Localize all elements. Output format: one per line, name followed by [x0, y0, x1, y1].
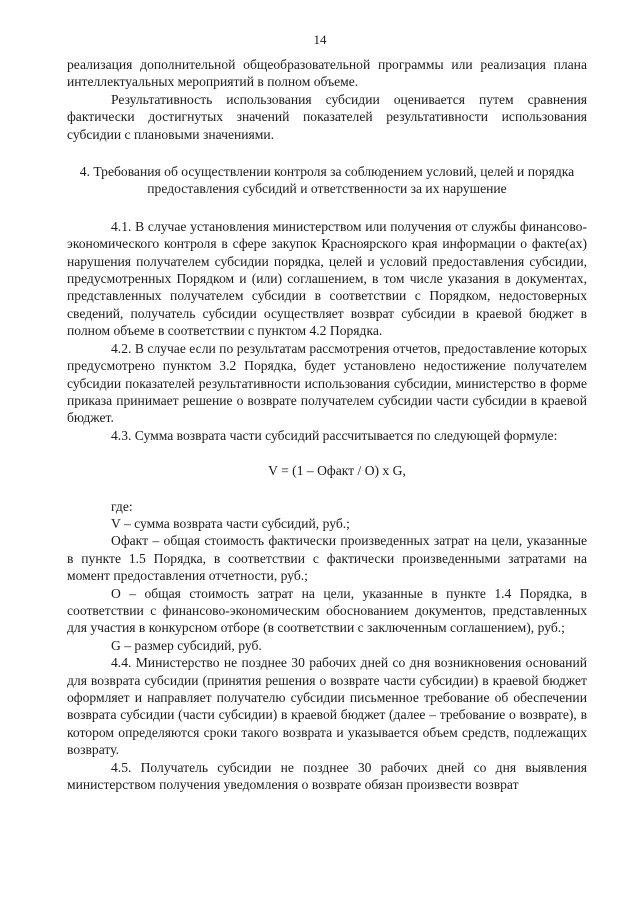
clause-4-4: 4.4. Министерство не позднее 30 рабочих дней со дня возникновения оснований для возврата субсидии (принятия решения о возврате части субсидии) в краевой бюджет оформляет и направляет получателю субсидии письменное требование об обеспечении возврата субсидии (части субсидии) в краевой бюджет (далее – требование о возврате), в котором определяются сроки такого возврата и указывается объем средств, подлежащих возврату. [67, 655, 587, 758]
definition-o: О – общая стоимость затрат на цели, указанные в пункте 1.4 Порядка, в соответствии с финансово-экономическим обоснованием документов, представленных для участия в конкурсном отборе (в соответствии с заключенным соглашением), руб.; [67, 585, 587, 636]
clause-4-2: 4.2. В случае если по результатам рассмотрения отчетов, предоставление которых предусмотрено пунктом 3.2 Порядка, будет установлено недостижение получателем субсидии показателей результативности использования субсидии, министерство в форме приказа принимает решение о возврате получателем субсидии части субсидии в краевой бюджет. [67, 340, 587, 426]
where-label: где: [111, 498, 133, 514]
definition-g: G – размер субсидий, руб. [111, 637, 262, 653]
definition-v: V – сумма возврата части субсидий, руб.; [111, 515, 350, 531]
page-number: 14 [313, 32, 327, 47]
document-body [67, 56, 587, 793]
paragraph-continuation: реализация дополнительной общеобразовательной программы или реализация плана интеллектуальных мероприятий в полном объеме. [67, 57, 587, 90]
clause-4-3: 4.3. Сумма возврата части субсидий рассчитывается по следующей формуле: [111, 427, 558, 443]
formula: V = (1 – Офакт / О) x G, [268, 463, 406, 479]
clause-4-5: 4.5. Получатель субсидии не позднее 30 рабочих дней со дня выявления министерством получения уведомления о возврате обязан произвести возврат [67, 759, 587, 793]
paragraph-effectiveness: Результативность использования субсидии оценивается путем сравнения фактически достигнутых значений показателей результативности использования субсидии с плановыми значениями. [67, 91, 587, 142]
definition-ofact: Офакт – общая стоимость фактически произведенных затрат на цели, указанные в пункте 1.5 Порядка, в соответствии с фактически произведенными затратами на момент предоставления отчетности, руб.; [67, 533, 587, 584]
section-heading: 4. Требования об осуществлении контроля за соблюдением условий, целей и порядка предоставления субсидий и ответственности за их нарушение [79, 164, 575, 197]
clause-4-1: 4.1. В случае установления министерством или получения от службы финансово-экономического контроля в сфере закупок Красноярского края информации о факте(ах) нарушения получателем субсидии порядка, целей и условий предоставления субсидии, предусмотренных Порядком и (или) соглашением, в том числе указания в документах, представленных получателем субсидии в соответствии с Порядком, недостоверных сведений, получатель субсидии осуществляет возврат субсидии в краевой бюджет в полном объеме в соответствии с пунктом 4.2 Порядка. [67, 218, 587, 339]
